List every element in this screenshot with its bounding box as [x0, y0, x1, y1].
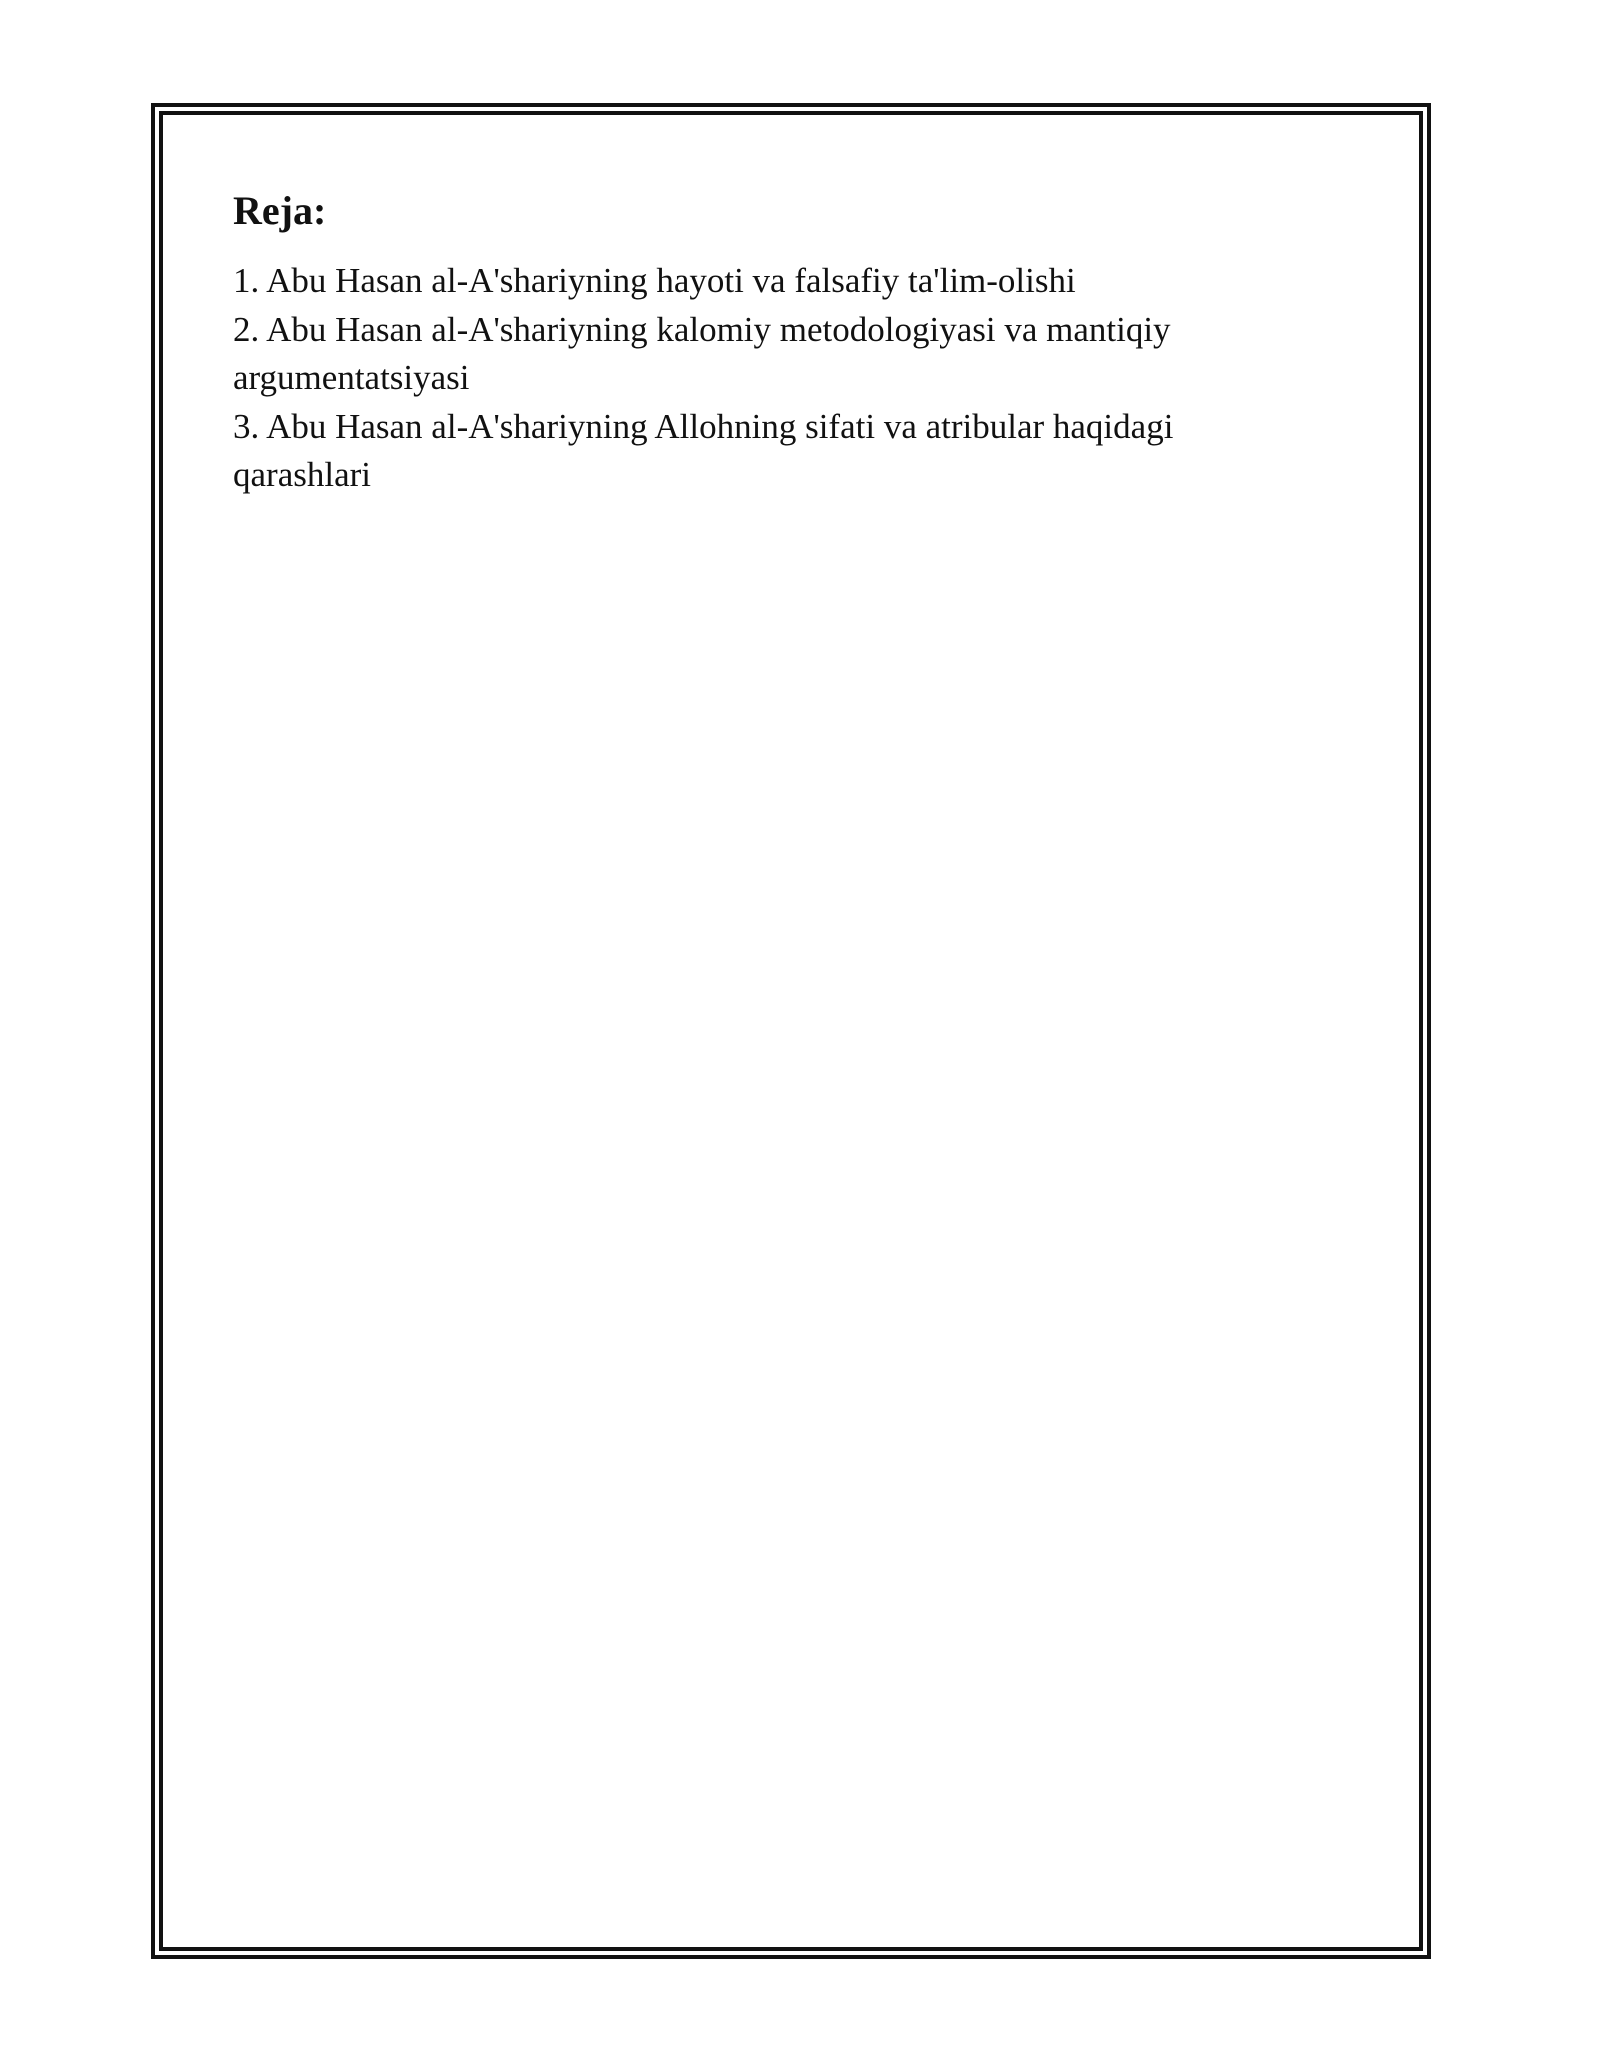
plan-item-1: 1. Abu Hasan al-A'shariyning hayoti va falsafiy ta'lim-olishi: [233, 261, 1076, 300]
page-content: [233, 186, 1293, 500]
plan-item-3: 3. Abu Hasan al-A'shariyning Allohning sifati va atribular haqidagi qarashlari: [233, 406, 1174, 494]
plan-list: [233, 257, 1293, 500]
plan-heading: Reja:: [233, 188, 327, 233]
plan-item-2: 2. Abu Hasan al-A'shariyning kalomiy metodologiyasi va mantiqiy argumentatsiyasi: [233, 309, 1171, 397]
